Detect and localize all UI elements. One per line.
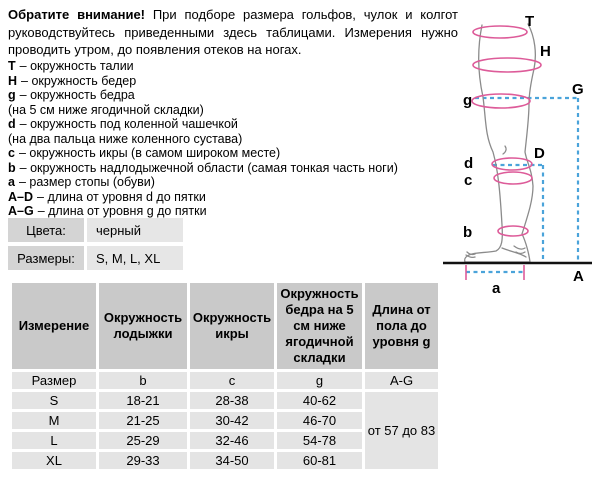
notice-paragraph bbox=[8, 6, 458, 59]
value-cell-g: 46-70 bbox=[277, 412, 362, 429]
notice-line-3: проводить утром, до появления отеков на ногах. bbox=[8, 42, 302, 57]
value-cell-c: 28-38 bbox=[190, 392, 274, 409]
colors-row bbox=[8, 218, 183, 242]
label-a: a bbox=[492, 280, 501, 297]
value-cell-g: 60-81 bbox=[277, 452, 362, 469]
subheader-size: Размер bbox=[12, 372, 96, 389]
heel-detail bbox=[514, 246, 525, 254]
subheader-c: c bbox=[190, 372, 274, 389]
size-table bbox=[9, 280, 441, 472]
header-measurement: Измерение bbox=[12, 283, 96, 369]
value-cell-b: 29-33 bbox=[99, 452, 187, 469]
size-table-header-row bbox=[12, 283, 438, 369]
value-cell-c: 34-50 bbox=[190, 452, 274, 469]
colors-label: Цвета: bbox=[8, 218, 84, 242]
legend-item-a: a – размер стопы (обуви) bbox=[8, 175, 155, 189]
legend-item-H: H – окружность бедер bbox=[8, 73, 137, 88]
label-g: g bbox=[463, 92, 473, 109]
size-cell: S bbox=[12, 392, 96, 409]
label-d: d bbox=[464, 155, 474, 172]
label-A: A bbox=[573, 268, 584, 285]
sizes-value: S, M, L, XL bbox=[87, 246, 183, 270]
value-cell-c: 32-46 bbox=[190, 432, 274, 449]
colors-value: черный bbox=[87, 218, 183, 242]
legend-item-d-note: (на два пальца ниже коленного сустава) bbox=[8, 131, 243, 146]
label-H: H bbox=[540, 43, 551, 60]
notice-line-1-text: При подборе размера гольфов, чулок и колгот bbox=[152, 7, 458, 22]
header-thigh-girth: Окружность бедра на 5 см ниже ягодичной складки bbox=[277, 283, 362, 369]
size-cell: M bbox=[12, 412, 96, 429]
measurement-legend bbox=[8, 59, 458, 219]
value-cell-b: 18-21 bbox=[99, 392, 187, 409]
legend-item-d: d – окружность под коленной чашечкой bbox=[8, 117, 238, 131]
legend-item-T: T – окружность талии bbox=[8, 59, 134, 73]
calf-measure-ellipse bbox=[494, 172, 532, 184]
sizes-row bbox=[8, 246, 183, 270]
value-cell-b: 25-29 bbox=[99, 432, 187, 449]
header-calf-girth: Окружность икры bbox=[190, 283, 274, 369]
size-table-subheader-row bbox=[12, 372, 438, 389]
attributes-block bbox=[8, 218, 183, 274]
size-cell: XL bbox=[12, 452, 96, 469]
legend-item-AD: A–D – длина от уровня d до пятки bbox=[8, 189, 206, 204]
notice-bold-intro: Обратите внимание! bbox=[8, 7, 145, 22]
header-length-floor-to-g: Длина от пола до уровня g bbox=[365, 283, 438, 369]
notice-line-2: руководствуйтесь приведенными здесь таблицами. Измерения нужно bbox=[8, 24, 458, 40]
leg-measurement-diagram bbox=[442, 0, 606, 300]
legend-item-g-note: (на 5 см ниже ягодичной складки) bbox=[8, 102, 204, 117]
subheader-g: g bbox=[277, 372, 362, 389]
header-ankle-girth: Окружность лодыжки bbox=[99, 283, 187, 369]
hip-measure-ellipse bbox=[473, 58, 541, 72]
length-range-merged-cell: от 57 до 83 bbox=[365, 392, 438, 469]
legend-item-g: g – окружность бедра bbox=[8, 88, 135, 102]
legend-item-AG: A–G – длина от уровня g до пятки bbox=[8, 204, 207, 218]
value-cell-g: 54-78 bbox=[277, 432, 362, 449]
label-D: D bbox=[534, 145, 545, 162]
value-cell-g: 40-62 bbox=[277, 392, 362, 409]
label-c: c bbox=[464, 172, 473, 189]
label-G: G bbox=[572, 81, 584, 98]
label-T: T bbox=[525, 13, 535, 30]
value-cell-c: 30-42 bbox=[190, 412, 274, 429]
legend-item-b: b – окружность надлодыжечной области (самая тонкая часть ноги) bbox=[8, 160, 398, 175]
label-b: b bbox=[463, 224, 473, 241]
thigh-measure-ellipse bbox=[472, 94, 530, 108]
notice-line-1 bbox=[8, 6, 458, 24]
value-cell-b: 21-25 bbox=[99, 412, 187, 429]
subheader-a-g: A-G bbox=[365, 372, 438, 389]
subheader-b: b bbox=[99, 372, 187, 389]
knee-crease-detail bbox=[503, 146, 506, 154]
legend-item-c: c – окружность икры (в самом широком месте) bbox=[8, 146, 281, 160]
table-row-s bbox=[12, 392, 438, 409]
size-cell: L bbox=[12, 432, 96, 449]
sizes-label: Размеры: bbox=[8, 246, 84, 270]
